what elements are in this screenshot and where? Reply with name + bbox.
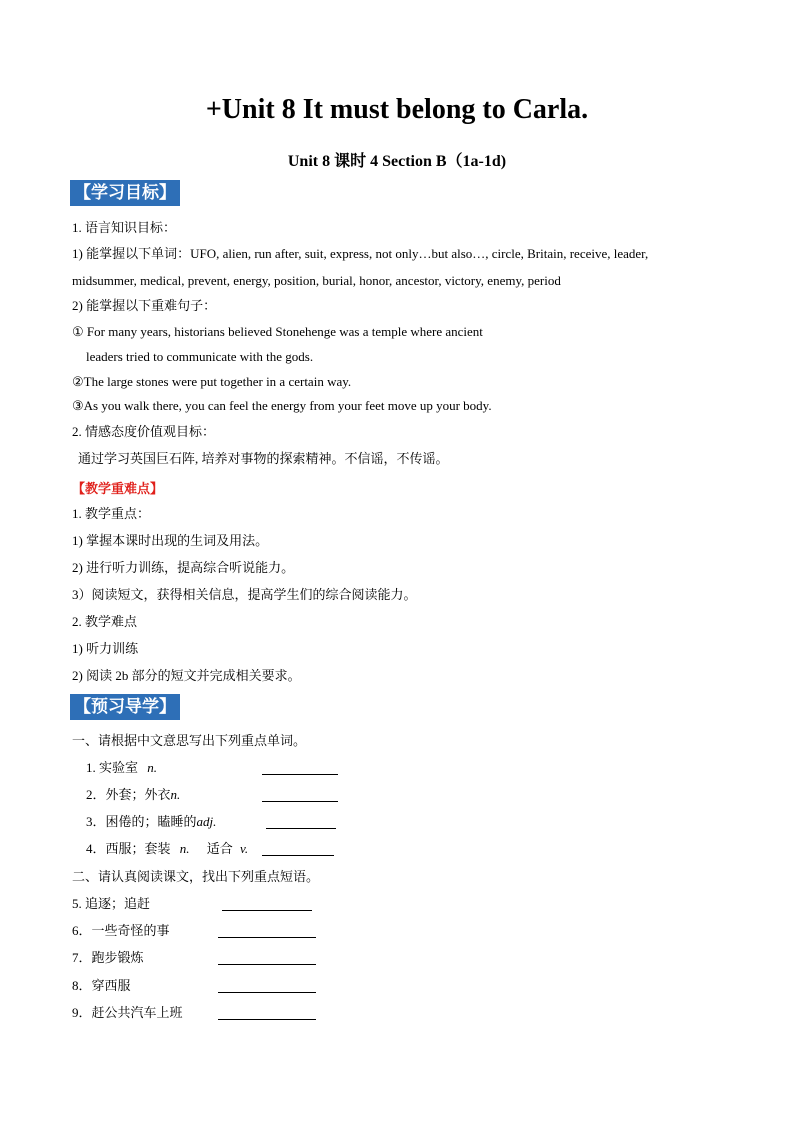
objective-line: 通过学习英国巨石阵, 培养对事物的探索精神。不信谣，不传谣。 xyxy=(78,451,449,466)
key-sentence: ① For many years, historians believed Stonehenge was a temple where ancient xyxy=(72,324,483,339)
exercise-part-heading: 一、请根据中文意思写出下列重点单词。 xyxy=(72,733,307,748)
part-of-speech: v. xyxy=(240,841,249,856)
lesson-subtitle: Unit 8 课时 4 Section B（1a-1d) xyxy=(287,153,507,170)
key-sentence: ②The large stones were put together in a certain way. xyxy=(72,374,352,389)
word-prompt xyxy=(86,841,248,857)
keypoint-line: 2) 进行听力训练，提高综合听说能力。 xyxy=(72,560,295,575)
section-badge-objectives xyxy=(70,180,180,206)
keypoints-heading: 【教学重难点】 xyxy=(72,482,164,497)
keypoint-line: 1) 掌握本课时出现的生词及用法。 xyxy=(72,533,269,548)
word-prompt-text: 适合 xyxy=(206,841,233,856)
phrase-prompt: 5. 追逐；追赶 xyxy=(72,896,151,911)
answer-blank[interactable] xyxy=(218,1019,316,1020)
word-prompt-text: 2．外套；外衣 xyxy=(86,787,171,802)
word-prompt-text: 1. 实验室 xyxy=(86,760,139,775)
objective-line: 1. 语言知识目标： xyxy=(72,220,177,235)
keypoint-line: 3）阅读短文，获得相关信息，提高学生们的综合阅读能力。 xyxy=(72,587,417,602)
objective-line: 1) 能掌握以下单词：UFO, alien, run after, suit, express, not only…but also…, circle, Britain, receive, leader, xyxy=(72,246,649,261)
answer-blank[interactable] xyxy=(218,937,316,938)
part-of-speech: n. xyxy=(179,841,190,856)
part-of-speech: n. xyxy=(147,760,158,775)
word-prompt xyxy=(86,787,180,803)
objectives-badge-label: 【学习目标】 xyxy=(70,180,180,206)
part-of-speech: n. xyxy=(170,787,181,802)
keypoint-line: 1) 听力训练 xyxy=(72,641,139,656)
word-prompt-text: 3．困倦的；瞌睡的 xyxy=(86,814,197,829)
keypoint-line: 2) 阅读 2b 部分的短文并完成相关要求。 xyxy=(72,668,301,683)
phrase-prompt: 6．一些奇怪的事 xyxy=(72,923,170,938)
phrase-prompt: 8．穿西服 xyxy=(72,978,131,993)
keypoint-line: 2. 教学难点 xyxy=(72,614,138,629)
word-prompt xyxy=(86,760,157,776)
page-title: +Unit 8 It must belong to Carla. xyxy=(205,94,589,125)
exercise-part-heading: 二、请认真阅读课文，找出下列重点短语。 xyxy=(72,869,320,884)
answer-blank[interactable] xyxy=(218,992,316,993)
answer-blank[interactable] xyxy=(266,828,336,829)
objective-line: 2. 情感态度价值观目标： xyxy=(72,424,216,439)
section-badge-preview xyxy=(70,694,180,720)
phrase-prompt: 9．赶公共汽车上班 xyxy=(72,1005,183,1020)
answer-blank[interactable] xyxy=(222,910,312,911)
objective-line: 2) 能掌握以下重难句子： xyxy=(72,298,217,313)
word-prompt-text: 4．西服；套装 xyxy=(86,841,171,856)
objective-line: midsummer, medical, prevent, energy, position, burial, honor, ancestor, victory, enemy, period xyxy=(72,273,561,288)
part-of-speech: adj. xyxy=(196,814,217,829)
preview-badge-label: 【预习导学】 xyxy=(70,694,180,720)
answer-blank[interactable] xyxy=(262,855,334,856)
answer-blank[interactable] xyxy=(262,801,338,802)
word-prompt xyxy=(86,814,216,830)
phrase-prompt: 7．跑步锻炼 xyxy=(72,950,144,965)
answer-blank[interactable] xyxy=(262,774,338,775)
answer-blank[interactable] xyxy=(218,964,316,965)
keypoint-line: 1. 教学重点： xyxy=(72,506,151,521)
key-sentence: ③As you walk there, you can feel the energy from your feet move up your body. xyxy=(72,398,492,413)
key-sentence: leaders tried to communicate with the gods. xyxy=(86,349,314,364)
